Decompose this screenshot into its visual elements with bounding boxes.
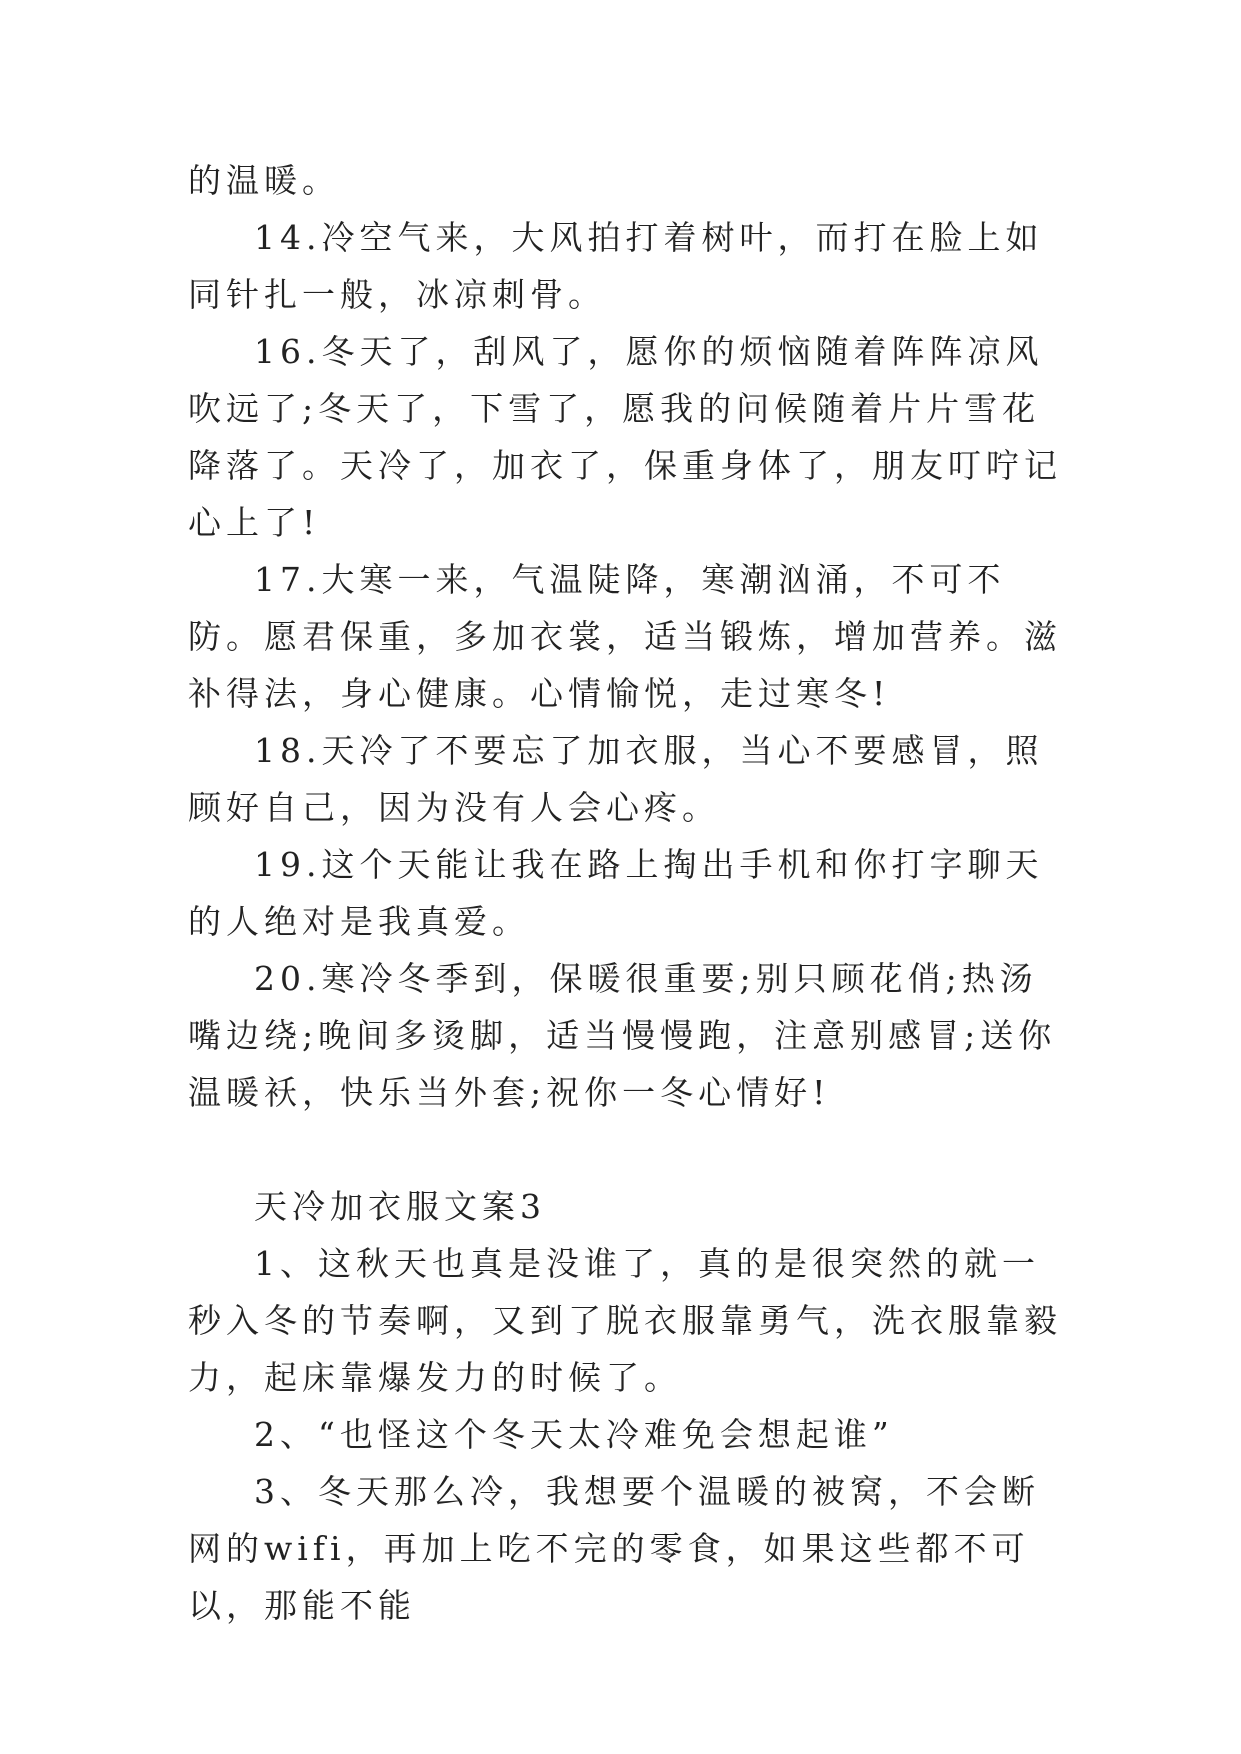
paragraph-item-19: 19.这个天能让我在路上掏出手机和你打字聊天的人绝对是我真爱。 <box>188 845 1044 941</box>
paragraph-item-1: 1、这秋天也真是没谁了，真的是很突然的就一秒入冬的节奏啊，又到了脱衣服靠勇气，洗衣服靠毅力，起床靠爆发力的时候了。 <box>188 1244 1062 1397</box>
section-heading: 天冷加衣服文案3 <box>254 1187 546 1226</box>
paragraph-item-17: 17.大寒一来，气温陡降，寒潮汹涌，不可不防。愿君保重，多加衣裳，适当锻炼，增加营养。滋补得法，身心健康。心情愉悦，走过寒冬! <box>188 560 1062 713</box>
paragraph-continuation: 的温暖。 <box>188 161 340 200</box>
paragraph-item-18: 18.天冷了不要忘了加衣服，当心不要感冒，照顾好自己，因为没有人会心疼。 <box>188 731 1044 827</box>
paragraph-item-3: 3、冬天那么冷，我想要个温暖的被窝，不会断网的wifi，再加上吃不完的零食，如果这些都不可以，那能不能 <box>188 1472 1040 1625</box>
paragraph-item-2: 2、“也怪这个冬天太冷难免会想起谁” <box>254 1415 894 1454</box>
paragraph-item-16: 16.冬天了，刮风了，愿你的烦恼随着阵阵凉风吹远了;冬天了，下雪了，愿我的问候随着片片雪花降落了。天冷了，加衣了，保重身体了，朋友叮咛记心上了! <box>188 332 1062 542</box>
paragraph-item-14: 14.冷空气来，大风拍打着树叶，而打在脸上如同针扎一般，冰凉刺骨。 <box>188 218 1044 314</box>
paragraph-item-20: 20.寒冷冬季到，保暖很重要;别只顾花俏;热汤嘴边绕;晚间多烫脚，适当慢慢跑，注意别感冒;送你温暖袄，快乐当外套;祝你一冬心情好! <box>188 959 1057 1112</box>
document-body <box>188 152 1068 1634</box>
